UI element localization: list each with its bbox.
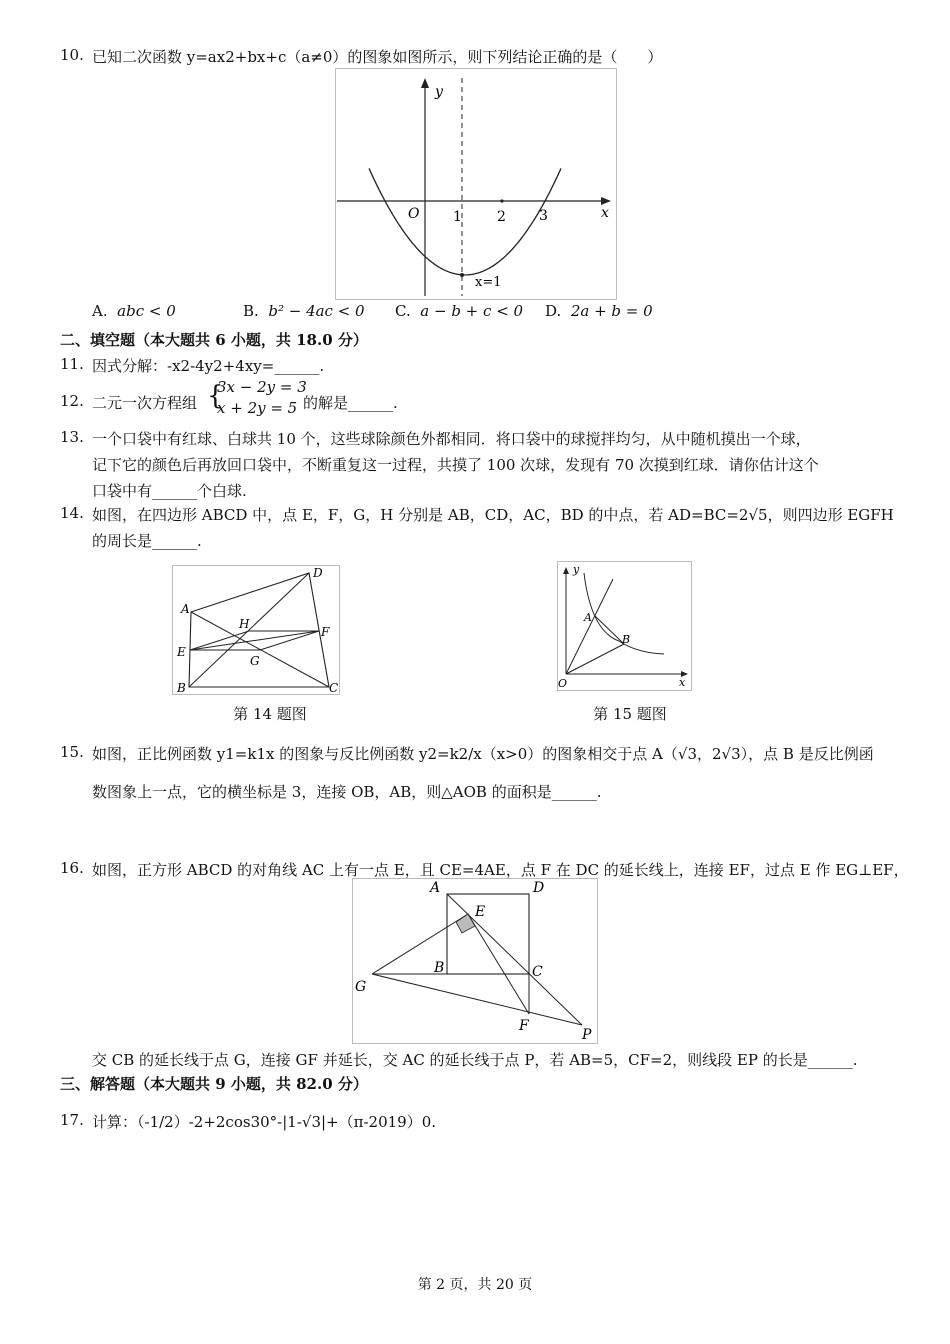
q16-number: 16. [60,859,84,877]
x-axis-label: x [601,205,609,221]
label-g: G [355,979,367,995]
option-a[interactable]: A. abc < 0 [92,302,176,320]
label-o: O [558,677,568,690]
q14-number: 14. [60,504,84,522]
figure-15 [557,561,692,691]
option-b[interactable]: B. b² − 4ac < 0 [243,302,365,320]
label-x: x [679,676,686,689]
q11-number: 11. [60,355,84,373]
label-p: P [582,1027,592,1043]
q13-number: 13. [60,428,84,446]
label-b: B [177,681,186,695]
q12-equation-1: 3x − 2y = 3 [217,378,307,396]
axis-of-symmetry-note: x=1 [475,275,502,290]
tick-3: 3 [539,208,548,224]
page-footer: 第 2 页，共 20 页 [417,1277,533,1293]
label-h: H [239,617,250,631]
q12-prefix: 二元一次方程组 [92,394,198,412]
label-a: A [181,602,190,616]
origin-label: O [408,206,420,222]
q12-suffix: 的解是______. [303,394,398,412]
parabola-curve [369,168,561,275]
q12-equation-2: x + 2y = 5 [217,399,298,417]
label-a: A [430,880,441,896]
brace: { [207,381,224,411]
q14-line-2: 的周长是______. [92,532,202,550]
label-b: B [434,960,445,976]
figure-14 [172,565,340,695]
q16-line-1: 如图，正方形 ABCD 的对角线 AC 上有一点 E，且 CE=4AE，点 F 在 DC 的延长线上，连接 EF，过点 E 作 EG⊥EF， [92,861,909,879]
q10-text: 已知二次函数 y=ax2+bx+c（a≠0）的图象如图所示，则下列结论正确的是（ ） [92,48,663,66]
q15-line-1: 如图，正比例函数 y1=k1x 的图象与反比例函数 y2=k2/x（x>0）的图象相交于点 A（√3，2√3），点 B 是反比例函 [92,745,874,763]
figure-16 [352,878,598,1044]
label-y: y [573,563,580,576]
q13-line-1: 一个口袋中有红球、白球共 10 个，这些球除颜色外都相同．将口袋中的球搅拌均匀，从中随机摸出一个球， [92,430,811,448]
q10-number: 10. [60,46,84,64]
tick-1: 1 [453,209,462,225]
q13-line-3: 口袋中有______个白球. [92,482,247,500]
q12-number: 12. [60,392,84,410]
q10-parabola-figure [335,68,617,300]
q15-number: 15. [60,743,84,761]
label-d: D [313,566,323,580]
q17-text: 计算：（-1/2）-2+2cos30°-|1-√3|+（π-2019）0. [92,1113,437,1131]
label-b: B [622,633,631,646]
figure-15-caption: 第 15 题图 [593,705,667,723]
option-c[interactable]: C. a − b + c < 0 [395,302,524,320]
section-2-heading: 二、填空题（本大题共 6 小题，共 18.0 分） [60,331,368,349]
q15-line-2: 数图象上一点，它的横坐标是 3，连接 OB，AB，则△AOB 的面积是______. [92,783,602,801]
label-e: E [177,645,186,659]
label-g: G [250,654,260,668]
q14-line-1: 如图，在四边形 ABCD 中，点 E，F，G，H 分别是 AB，CD，AC，BD 的中点，若 AD=BC=2√5，则四边形 EGFH [92,506,894,524]
q17-number: 17. [60,1111,84,1129]
label-f: F [321,625,330,639]
q16-line-2: 交 CB 的延长线于点 G，连接 GF 并延长，交 AC 的延长线于点 P，若 AB=5，CF=2，则线段 EP 的长是______. [92,1051,858,1069]
label-c: C [532,964,543,980]
q13-line-2: 记下它的颜色后再放回口袋中，不断重复这一过程，共摸了 100 次球，发现有 70 次摸到红球．请你估计这个 [92,456,819,474]
tick-2: 2 [497,209,506,225]
label-a: A [584,611,592,624]
label-c: C [329,681,339,695]
q11-text: 因式分解：-x2-4y2+4xy=______. [92,357,325,375]
section-3-heading: 三、解答题（本大题共 9 小题，共 82.0 分） [60,1075,368,1093]
label-f: F [519,1018,529,1034]
label-e: E [475,904,486,920]
y-axis-label: y [435,84,443,100]
figure-14-caption: 第 14 题图 [233,705,307,723]
label-d: D [533,880,545,896]
option-d[interactable]: D. 2a + b = 0 [545,302,653,320]
